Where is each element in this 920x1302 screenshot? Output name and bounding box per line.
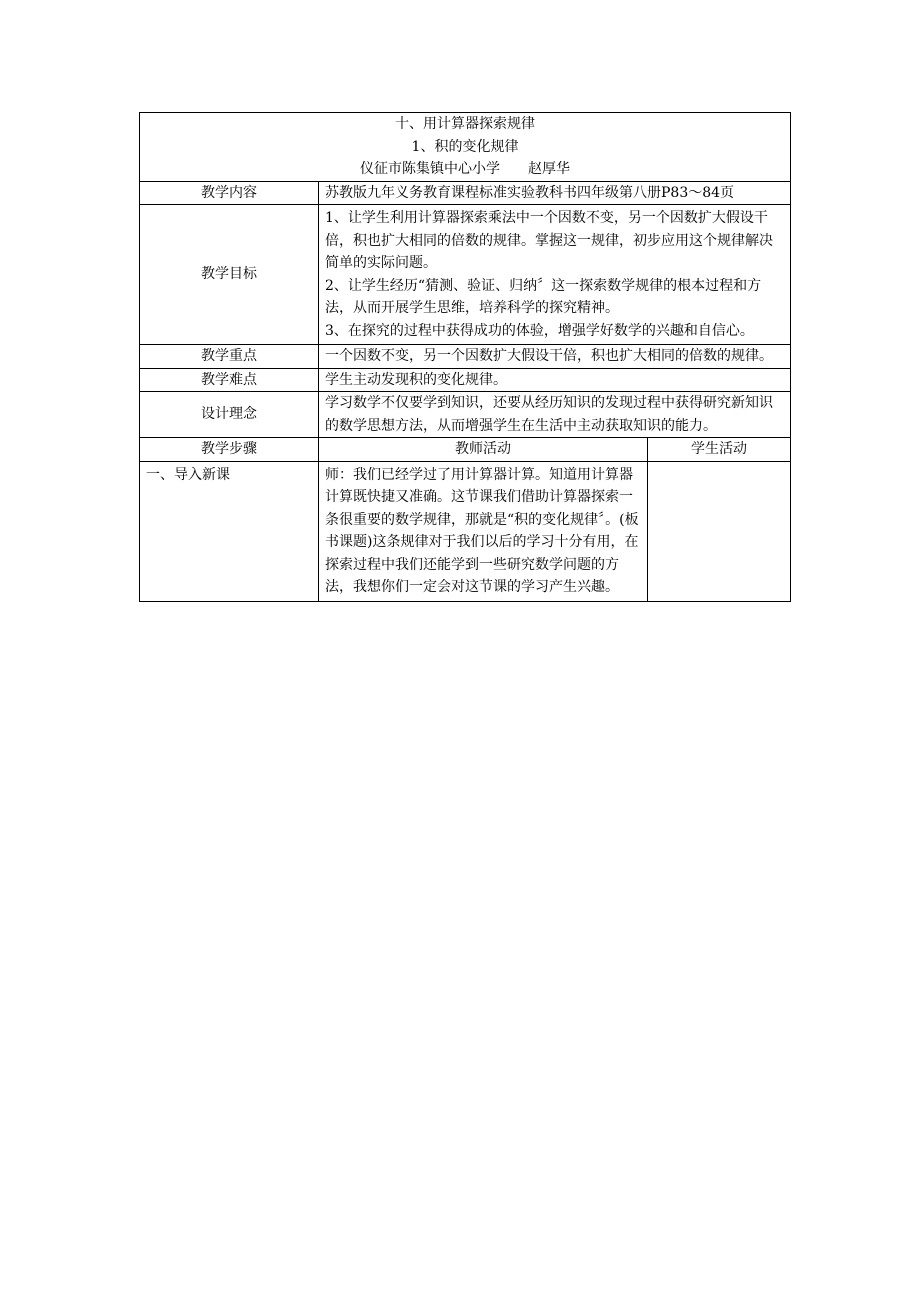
row-goals (140, 205, 791, 345)
row-content (140, 181, 791, 205)
column-header-teacher: 教师活动 (319, 438, 648, 462)
value-goals (319, 205, 791, 345)
label-goals: 教学目标 (140, 205, 319, 345)
row-concept (140, 392, 791, 438)
table-row (140, 461, 791, 601)
lesson-title: 1、积的变化规律 (411, 138, 519, 155)
teacher-name: 赵厚华 (528, 161, 570, 177)
column-header-student: 学生活动 (648, 438, 791, 462)
goal-item: 2、让学生经历“猜测、验证、归纳〞这一探索数学规律的根本过程和方法，从而开展学生思维，培养科学的探究精神。 (325, 277, 762, 316)
teacher-activity: 师：我们已经学过了用计算器计算。知道用计算器计算既快捷又准确。这节课我们借助计算器探索一条很重要的数学规律，那就是“积的变化规律〞。(板书课题)这条规律对于我们以后的学习十分有用，在探索过程中我们还能学到一些研究数学问题的方法，我想你们一定会对这节课的学习产生兴趣。 (319, 461, 648, 601)
goal-item: 3、在探究的过程中获得成功的体验，增强学好数学的兴趣和自信心。 (325, 322, 754, 339)
column-header-steps: 教学步骤 (140, 438, 319, 462)
value-key-points: 一个因数不变，另一个因数扩大假设干倍，积也扩大相同的倍数的规律。 (319, 345, 791, 369)
label-key-points: 教学重点 (140, 345, 319, 369)
row-key-points (140, 345, 791, 369)
steps-header-row (140, 438, 791, 462)
value-difficulties: 学生主动发现积的变化规律。 (319, 368, 791, 392)
row-difficulties (140, 368, 791, 392)
label-difficulties: 教学难点 (140, 368, 319, 392)
label-content: 教学内容 (140, 181, 319, 205)
lesson-plan-table (139, 112, 791, 602)
author-line (146, 158, 784, 181)
value-concept: 学习数学不仅要学到知识，还要从经历知识的发现过程中获得研究新知识的数学思想方法，从而增强学生在生活中主动获取知识的能力。 (319, 392, 791, 438)
header-cell (140, 113, 791, 182)
header-row (140, 113, 791, 182)
step-name: 一、导入新课 (140, 461, 319, 601)
school-name: 仪征市陈集镇中心小学 (360, 161, 500, 177)
student-activity (648, 461, 791, 601)
label-concept: 设计理念 (140, 392, 319, 438)
chapter-title: 十、用计算器探索规律 (395, 116, 535, 132)
value-content: 苏教版九年义务教育课程标准实验教科书四年级第八册P83～84页 (319, 181, 791, 205)
goal-item: 1、让学生利用计算器探索乘法中一个因数不变，另一个因数扩大假设干倍，积也扩大相同的倍数的规律。掌握这一规律，初步应用这个规律解决简单的实际问题。 (325, 210, 773, 271)
